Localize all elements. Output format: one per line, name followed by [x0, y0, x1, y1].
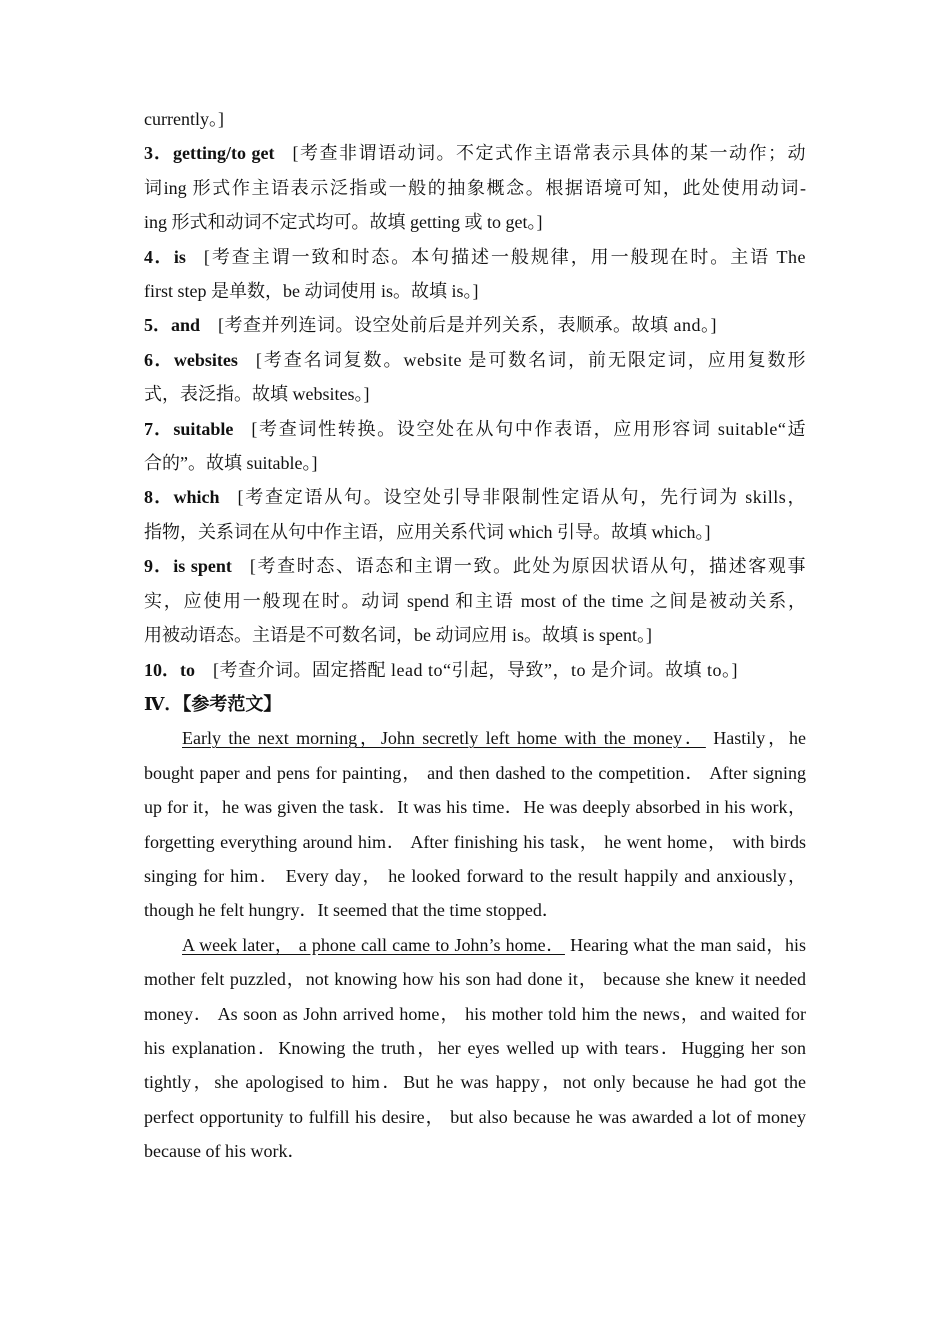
answer-8-explanation-1: [考查定语从句。设空处引导非限制性定语从句，先行词为 skills， [237, 487, 806, 508]
answer-8-number: 8． [144, 487, 174, 508]
answer-9-word: is spent [173, 556, 232, 577]
answer-3-line-1 [144, 136, 806, 170]
answer-9-line-3: 用被动语态。主语是不可数名词，be 动词应用 is。故填 is spent。] [144, 625, 652, 646]
answer-10-explanation-1: [考查介词。固定搭配 lead to“引起，导致”，to 是介词。故填 to。] [213, 659, 738, 680]
answer-8-word: which [173, 487, 220, 508]
answer-3-word: getting/to get [173, 143, 275, 164]
essay-paragraph-2-body: Hearing what the man said，his mother felt puzzled，not knowing how his son had done it， because she knew it needed money． As soon as John arrived home， his mother told him the news，and waited for his explanation．Knowing the truth，her eyes welled up with tears．Hugging her son tightly，she apologised to him．But he was happy，not only because he had got the perfect opportunity to fulfill his desire， but also because he was awarded a lot of money because of his work． [144, 934, 807, 1162]
answer-7-line-2: 合的”。故填 suitable。] [144, 453, 318, 474]
answer-6-number: 6． [144, 349, 174, 370]
answer-3-explanation-1: [考查非谓语动词。不定式作主语常表示具体的某一动作；动 [292, 143, 807, 164]
answer-5-number: 5． [144, 315, 171, 336]
answer-4-line-1 [144, 240, 806, 274]
answer-6 [144, 343, 806, 412]
essay-paragraph-1-body: Hastily，he bought paper and pens for painting， and then dashed to the competition． After signing up for it，he was given the task．It was his time．He was deeply absorbed in his work， forgetting everything around him． After finishing his task， he went home， with birds singing for him． Every day， he looked forward to the result happily and anxiously，though he felt hungry．It seemed that the time stopped． [144, 728, 806, 921]
answer-5-line-1 [144, 308, 806, 342]
answer-9-number: 9． [144, 556, 174, 577]
essay-paragraph-2 [144, 928, 806, 1169]
answer-4-line-2: first step 是单数，be 动词使用 is。故填 is。] [144, 281, 479, 302]
answer-10-word: to [180, 659, 195, 680]
answer-5-explanation-1: [考查并列连词。设空处前后是并列关系，表顺承。故填 and。] [218, 315, 718, 336]
answer-4-explanation-1: [考查主谓一致和时态。本句描述一般规律，用一般现在时。主语 The [203, 246, 806, 267]
answer-7-number: 7． [144, 418, 174, 439]
answer-4-word: is [173, 246, 186, 267]
answer-3-line-3: ing 形式和动词不定式均可。故填 getting 或 to get。] [144, 212, 543, 233]
answer-6-word: websites [173, 349, 238, 370]
answer-7-line-1 [144, 412, 806, 446]
essay-paragraph-1-given-sentence: Early the next morning，John secretly left home with the money． [182, 728, 706, 749]
answer-5-word: and [171, 315, 201, 336]
answer-5 [144, 308, 806, 342]
answer-3-line-2: 词ing 形式作主语表示泛指或一般的抽象概念。根据语境可知，此处使用动词- [144, 177, 806, 198]
answer-7-word: suitable [173, 418, 234, 439]
answer-2-tail: currently。] [144, 109, 224, 129]
answer-9 [144, 549, 806, 652]
answer-10-number: 10． [144, 659, 180, 680]
answer-7 [144, 412, 806, 481]
answer-9-line-2: 实，应使用一般现在时。动词 spend 和主语 most of the time 之间是被动关系， [144, 590, 806, 611]
answer-10-line-1 [144, 653, 806, 687]
answer-3 [144, 136, 806, 239]
answer-10 [144, 653, 806, 687]
answer-9-line-1 [144, 549, 806, 583]
answer-4-number: 4． [144, 246, 174, 267]
document-page [144, 102, 806, 1169]
answer-7-explanation-1: [考查词性转换。设空处在从句中作表语，应用形容词 suitable“适 [251, 418, 806, 439]
answer-6-explanation-1: [考查名词复数。website 是可数名词，前无限定词，应用复数形 [255, 349, 806, 370]
answer-8 [144, 480, 806, 549]
section-iv-heading: Ⅳ．【参考范文】 [144, 693, 282, 714]
answer-6-line-2: 式，表泛指。故填 websites。] [144, 384, 370, 405]
answer-6-line-1 [144, 343, 806, 377]
answer-8-line-1 [144, 480, 806, 514]
essay-paragraph-1 [144, 721, 806, 927]
essay-paragraph-2-given-sentence: A week later， a phone call came to John’s home． [182, 934, 565, 955]
answer-8-line-2: 指物，关系词在从句中作主语，应用关系代词 which 引导。故填 which。] [144, 521, 711, 542]
answer-3-number: 3． [144, 143, 174, 164]
answer-4 [144, 240, 806, 309]
answer-9-explanation-1: [考查时态、语态和主谓一致。此处为原因状语从句，描述客观事 [249, 556, 807, 577]
